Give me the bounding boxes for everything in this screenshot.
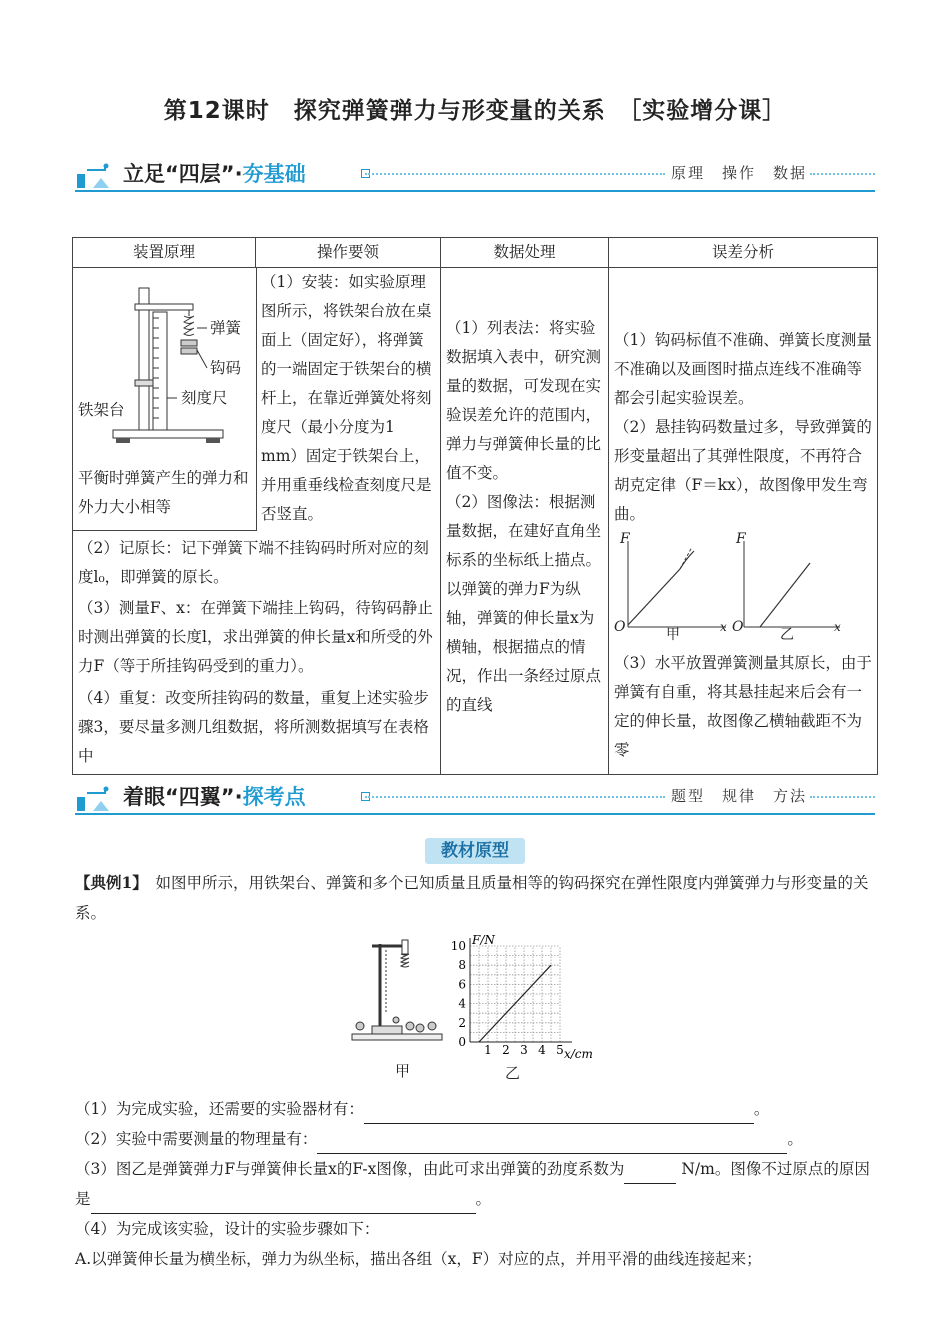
label-weight: 钩码	[210, 359, 242, 377]
graph-yi-O: O	[732, 619, 744, 635]
example-stem	[75, 868, 875, 928]
error-3: （3）水平放置弹簧测量其原长，由于弹簧有自重，将其悬挂起来后会有一定的伸长量，故图像乙横轴截距不为零	[614, 654, 872, 759]
graph-jia-F: F	[620, 531, 630, 547]
example-label: 【典例1】	[75, 873, 141, 892]
question-2	[75, 1124, 875, 1154]
answer-blank-1[interactable]	[364, 1105, 754, 1124]
table-header: 数据处理	[441, 238, 609, 268]
question-4: （4）为完成该实验，设计的实验步骤如下：	[75, 1220, 380, 1238]
x-tick-label: 4	[538, 1043, 546, 1057]
question-3	[75, 1154, 875, 1214]
x-axis-label: x/cm	[564, 1047, 593, 1060]
question-3-period: 。	[475, 1190, 492, 1208]
label-ruler: 刻度尺	[181, 389, 228, 407]
page-title: 第12课时 探究弹簧弹力与形变量的关系 ［实验增分课］	[163, 98, 787, 124]
y-tick-label: 4	[458, 996, 466, 1011]
question-1-period: 。	[753, 1100, 770, 1118]
table-row	[73, 268, 878, 775]
question-3-text-b: N/m。图像不过原点的原因是	[75, 1160, 870, 1208]
question-1-text: （1）为完成实验，还需要的实验器材有：	[75, 1100, 364, 1118]
data-list-method: （1）列表法：将实验数据填入表中，研究测量的数据，可发现在实验误差允许的范围内，弹力与弹簧伸长量的比值不变。	[446, 319, 602, 482]
op-length: （2）记原长：记下弹簧下端不挂钩码时所对应的刻度l₀，即弹簧的原长。	[78, 539, 429, 586]
label-stand: 铁架台	[78, 401, 125, 419]
x-tick-label: 1	[484, 1043, 492, 1057]
graph-yi-caption: 乙	[780, 627, 794, 643]
y-tick-label: 6	[458, 977, 466, 992]
op-install: （1）安装：如实验原理图所示，将铁架台放在桌面上（固定好），将弹簧的一端固定于铁架台的横杆上，在靠近弹簧处将刻度尺（最小分度为1 mm）固定于铁架台上，并用重垂线检查刻度尺是否竖直。	[261, 273, 432, 523]
answer-blank-2[interactable]	[317, 1135, 787, 1154]
banner-lead: 立足“四层”·	[123, 162, 243, 186]
step-a: A.以弹簧伸长量为横坐标，弹力为纵坐标，描出各组（x，F）对应的点，并用平滑的曲线连接起来；	[75, 1250, 762, 1268]
y-tick-label: 10	[450, 939, 466, 953]
question-2-period: 。	[787, 1130, 803, 1148]
section-banner-basics	[75, 158, 875, 192]
question-2-text: （2）实验中需要测量的物理量有：	[75, 1130, 318, 1148]
table-header-row	[73, 238, 878, 268]
table-header: 误差分析	[609, 238, 878, 268]
graph-jia-caption: 甲	[666, 627, 680, 643]
principle-text: 平衡时弹簧产生的弹力和外力大小相等	[78, 469, 249, 516]
answer-blank-3a[interactable]	[624, 1165, 676, 1184]
section-tag: 教材原型	[425, 838, 525, 864]
example-text: 如图甲所示，用铁架台、弹簧和多个已知质量且质量相等的钩码探究在弹性限度内弹簧弹力与形变量的关系。	[75, 874, 869, 922]
table-header: 装置原理	[73, 238, 256, 268]
banner-keywords: 题型 规律 方法	[670, 787, 807, 805]
error-2: （2）悬挂钩码数量过多，导致弹簧的形变量超出了其弹性限度，不再符合胡克定律（F＝kx），故图像甲发生弯曲。	[614, 418, 872, 523]
banner-keywords: 原理 操作 数据	[670, 164, 807, 182]
banner-highlight: 探考点	[242, 785, 306, 809]
figure-yi-caption: 乙	[505, 1064, 521, 1082]
op-measure: （3）测量F、x：在弹簧下端挂上钩码，待钩码静止时测出弹簧的长度l，求出弹簧的伸长量x和所受的外力F（等于所挂钩码受到的重力）。	[78, 599, 433, 675]
figure-jia-caption: 甲	[395, 1062, 411, 1080]
y-axis-label: F/N	[472, 933, 495, 947]
op-repeat: （4）重复：改变所挂钩码的数量，重复上述实验步骤3，要尽量多测几组数据，将所测数据填写在表格中	[78, 689, 429, 765]
question-1	[75, 1094, 875, 1124]
data-graph-method: （2）图像法：根据测量数据，在建好直角坐标系的坐标纸上描点。以弹簧的弹力F为纵轴，弹簧的伸长量x为横轴，根据描点的情况，作出一条经过原点的直线	[446, 493, 602, 714]
question-3-text-a: （3）图乙是弹簧弹力F与弹簧伸长量x的F-x图像，由此可求出弹簧的劲度系数为	[75, 1160, 625, 1178]
graph-jia-x: x	[720, 620, 727, 634]
table-header: 操作要领	[256, 238, 441, 268]
x-tick-label: 3	[520, 1043, 528, 1057]
label-spring: 弹簧	[210, 319, 242, 337]
graph-yi-x: x	[834, 620, 841, 634]
error-graphs	[614, 529, 872, 649]
banner-decoration-icon	[75, 162, 111, 190]
answer-blank-3b[interactable]	[91, 1195, 476, 1214]
y-tick-label: 0	[458, 1035, 466, 1049]
figure-yi-chart	[448, 930, 598, 1060]
banner-lead: 着眼“四翼”·	[123, 785, 243, 809]
banner-highlight: 夯基础	[242, 162, 306, 186]
x-tick-label: 2	[502, 1043, 510, 1057]
y-tick-label: 2	[458, 1015, 466, 1030]
figure-jia-apparatus	[350, 936, 445, 1046]
graph-jia-O: O	[614, 619, 626, 635]
y-tick-label: 8	[458, 958, 466, 973]
graph-yi-F: F	[736, 531, 746, 547]
experiment-table	[72, 237, 878, 775]
error-1: （1）钩码标值不准确、弹簧长度测量不准确以及画图时描点连线不准确等都会引起实验误差。	[614, 331, 872, 407]
x-tick-label: 5	[556, 1043, 564, 1057]
banner-decoration-icon	[75, 785, 111, 813]
section-banner-exam	[75, 781, 875, 815]
